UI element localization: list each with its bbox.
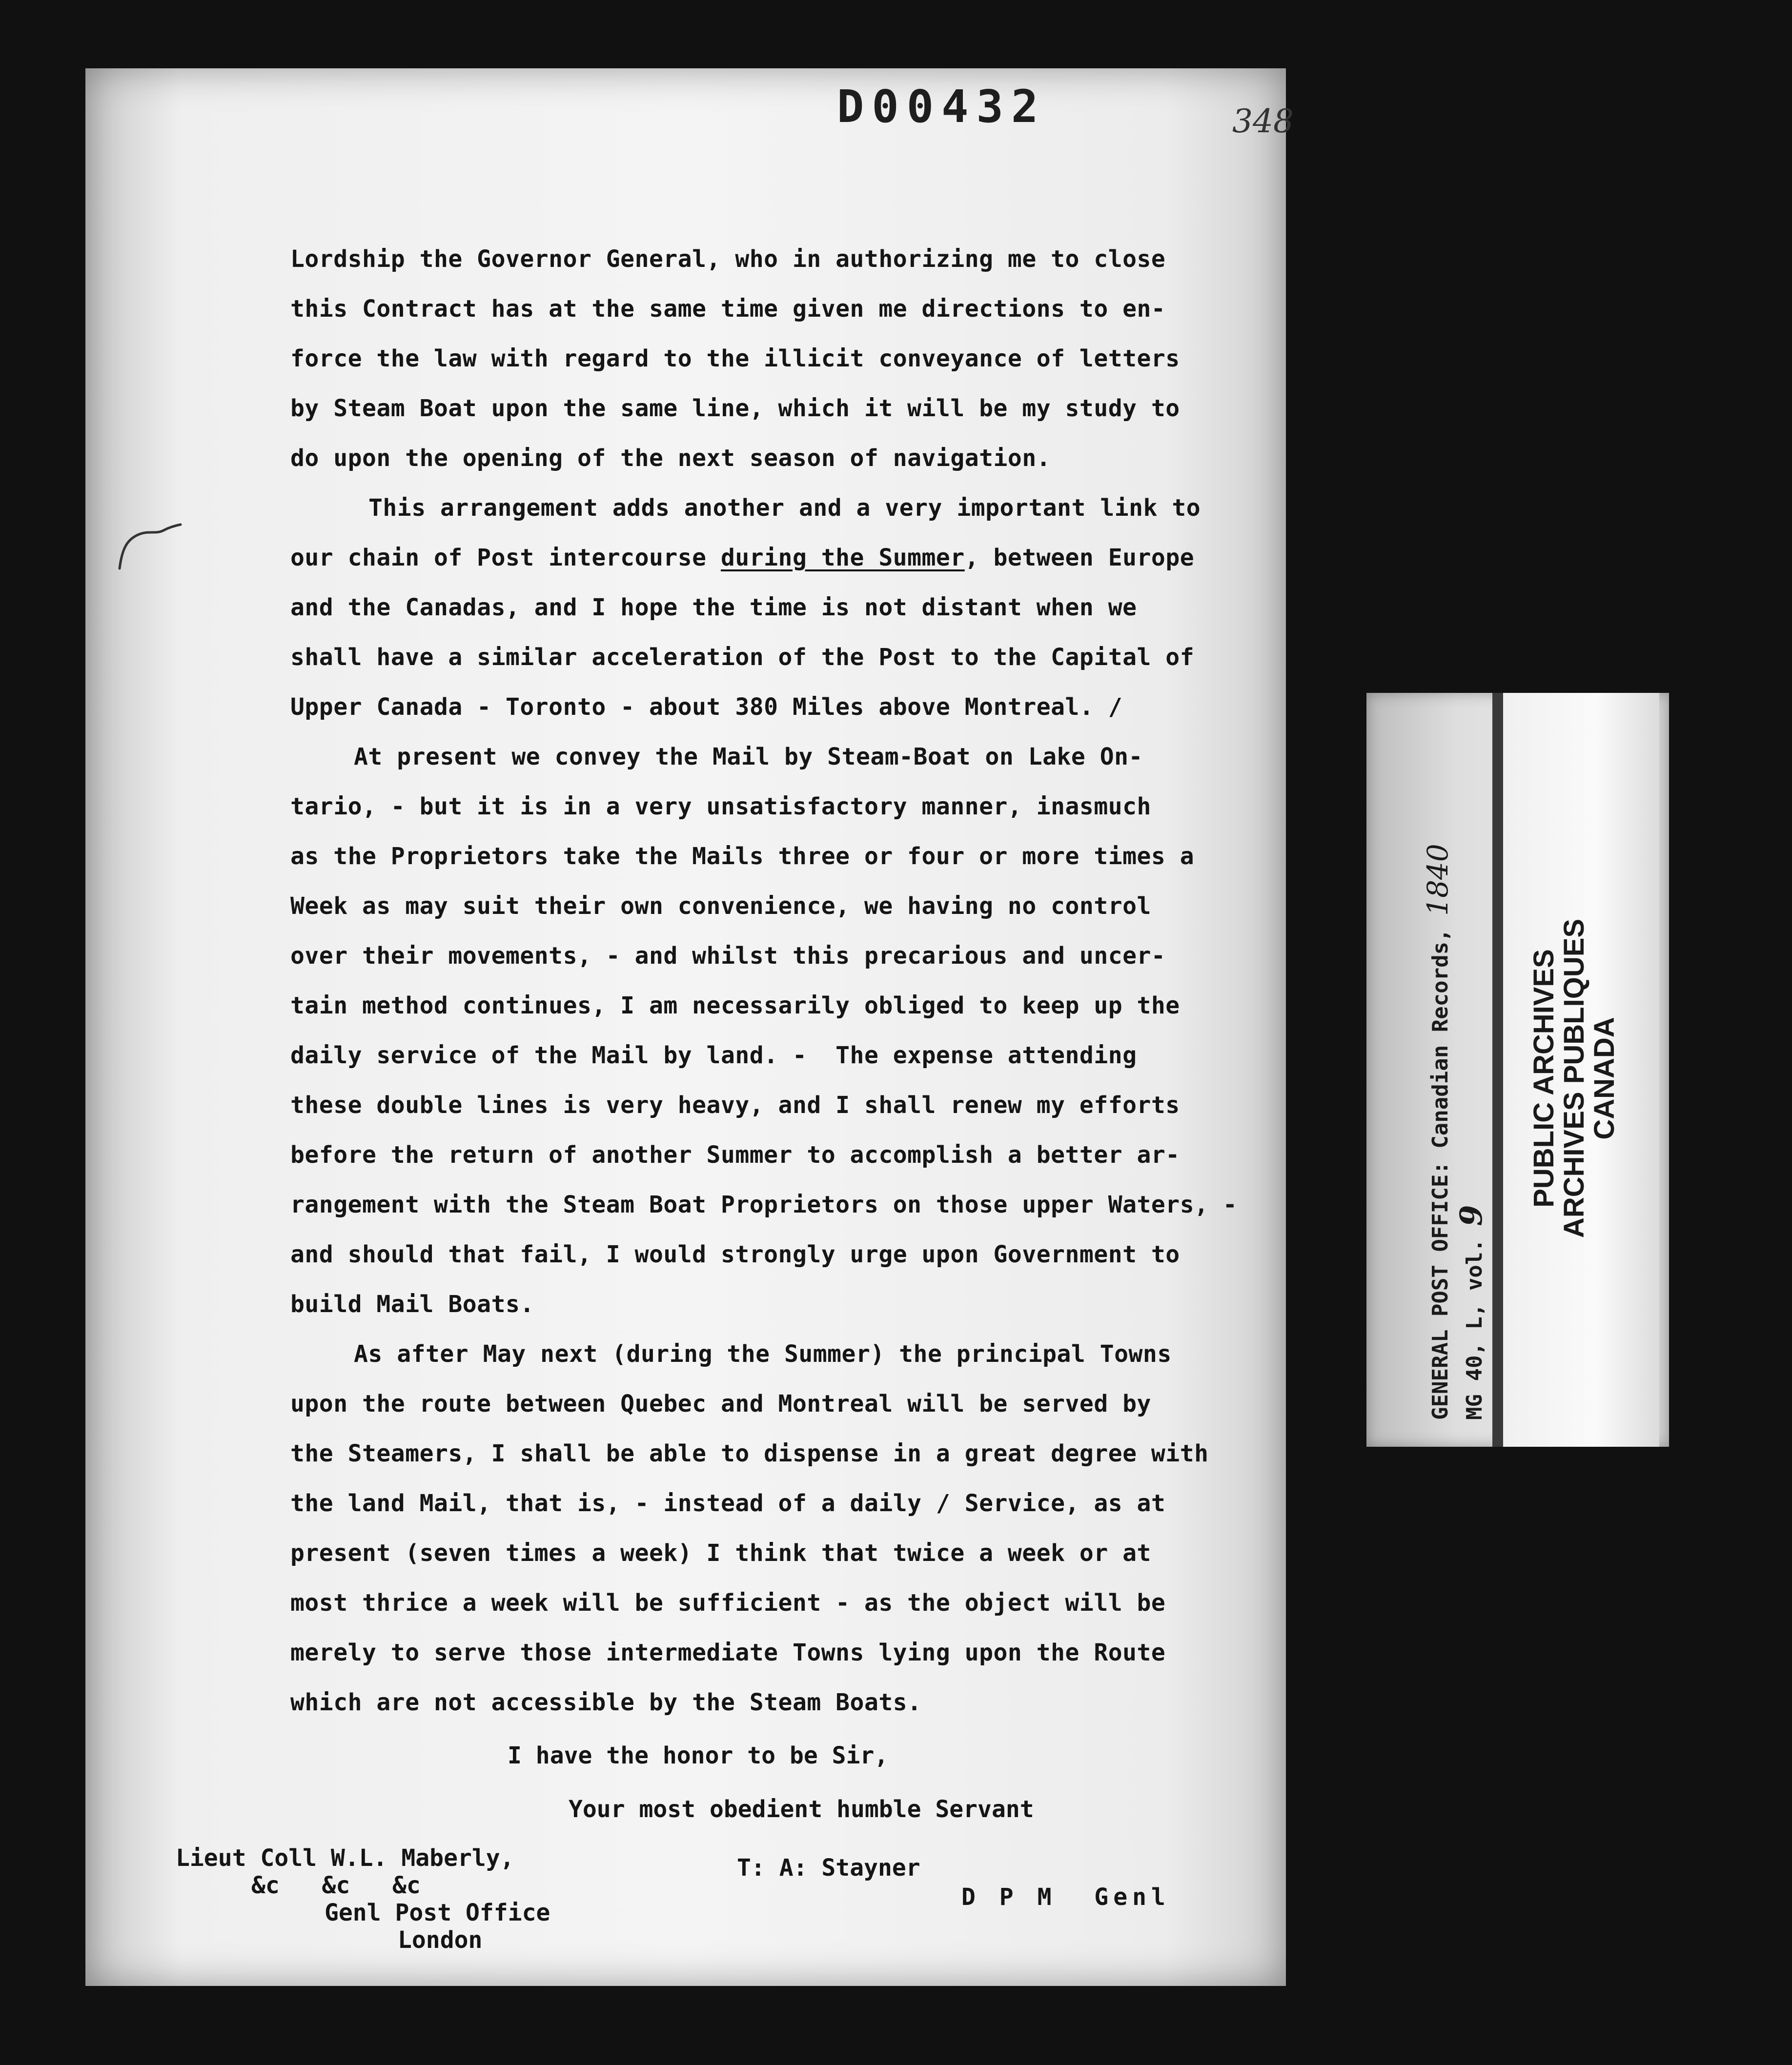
addressee-etc: &c &c &c (251, 1872, 421, 1899)
text-line: daily service of the Mail by land. - The expense attending (290, 1042, 1137, 1069)
text-line: as the Proprietors take the Mails three or four or more times a (290, 843, 1195, 870)
record-text: GENERAL POST OFFICE: Canadian Records, (1428, 915, 1453, 1420)
text-line: which are not accessible by the Steam Boats. (290, 1689, 922, 1716)
text-line: At present we convey the Mail by Steam-Boat on Lake On- (354, 743, 1143, 770)
text-line: This arrangement adds another and a very important link to (368, 494, 1201, 522)
text-line: shall have a similar acceleration of the Post to the Capital of (290, 644, 1195, 671)
archive-name-en: PUBLIC ARCHIVES (1528, 949, 1560, 1208)
paragraph-3 (290, 732, 1286, 1329)
volume-number: 9 (1453, 1205, 1489, 1226)
text-line: do upon the opening of the next season of navigation. (290, 445, 1051, 472)
archive-name-fr: ARCHIVES PUBLIQUES (1558, 918, 1590, 1238)
text-line: the land Mail, that is, - instead of a daily / Service, as at (290, 1490, 1166, 1517)
archive-country: CANADA (1588, 1017, 1620, 1140)
paragraph-1 (290, 234, 1286, 483)
folio-number: 348 (1232, 102, 1294, 140)
text-segment: our chain of Post intercourse (290, 544, 721, 571)
text-line: tario, - but it is in a very unsatisfactory manner, inasmuch (290, 793, 1151, 820)
text-line: most thrice a week will be sufficient - as the object will be (290, 1589, 1166, 1617)
text-line: merely to serve those intermediate Towns lying upon the Route (290, 1639, 1166, 1666)
underlined-phrase: during the Summer (720, 544, 965, 571)
text-line: present (seven times a week) I think that twice a week or at (290, 1539, 1151, 1567)
text-line: Week as may suit their own convenience, we having no control (290, 892, 1151, 920)
paragraph-4 (290, 1329, 1286, 1727)
addressee-office: Genl Post Office (325, 1899, 550, 1926)
reference-line (1453, 1205, 1489, 1420)
text-line: tain method continues, I am necessarily obliged to keep up the (290, 992, 1180, 1019)
text-line: upon the route between Quebec and Montreal will be served by (290, 1390, 1151, 1417)
record-year: 1840 (1421, 844, 1454, 916)
text-line: this Contract has at the same time given me directions to en- (290, 295, 1166, 323)
text-line: the Steamers, I shall be able to dispense in a great degree with (290, 1440, 1209, 1467)
text-line: and should that fail, I would strongly urge upon Government to (290, 1241, 1180, 1268)
text-line: before the return of another Summer to accomplish a better ar- (290, 1141, 1180, 1169)
reference-text: MG 40, L, vol. (1462, 1226, 1487, 1420)
margin-pencil-mark (112, 520, 185, 573)
text-line (290, 533, 1286, 583)
text-line: by Steam Boat upon the same line, which it will be my study to (290, 395, 1180, 422)
letter-body (290, 234, 1286, 1727)
signer-name: T: A: Stayner (737, 1854, 920, 1882)
text-line: and the Canadas, and I hope the time is not distant when we (290, 594, 1137, 621)
text-line: these double lines is very heavy, and I shall renew my efforts (290, 1092, 1180, 1119)
text-line: As after May next (during the Summer) the principal Towns (354, 1340, 1172, 1368)
text-line: force the law with regard to the illicit conveyance of letters (290, 345, 1180, 372)
text-line: over their movements, - and whilst this precarious and uncer- (290, 942, 1166, 970)
addressee-city: London (398, 1926, 483, 1954)
label-divider (1492, 693, 1503, 1447)
addressee-name: Lieut Coll W.L. Maberly, (176, 1844, 514, 1872)
archive-label (1366, 693, 1669, 1447)
signer-title: D P M Genl (961, 1883, 1170, 1911)
text-segment: , between Europe (964, 544, 1195, 571)
text-line: Upper Canada - Toronto - about 380 Miles above Montreal. / (290, 693, 1123, 721)
paragraph-2 (290, 483, 1286, 732)
record-line (1421, 844, 1454, 1420)
document-id: D00432 (837, 81, 1046, 133)
text-line: rangement with the Steam Boat Proprietors on those upper Waters, - (290, 1191, 1238, 1218)
closing-salutation: I have the honor to be Sir, (508, 1742, 889, 1769)
text-line: build Mail Boats. (290, 1291, 534, 1318)
text-line: Lordship the Governor General, who in authorizing me to close (290, 245, 1166, 273)
closing-complimentary: Your most obedient humble Servant (569, 1796, 1034, 1823)
addressee-block (176, 1844, 550, 1954)
